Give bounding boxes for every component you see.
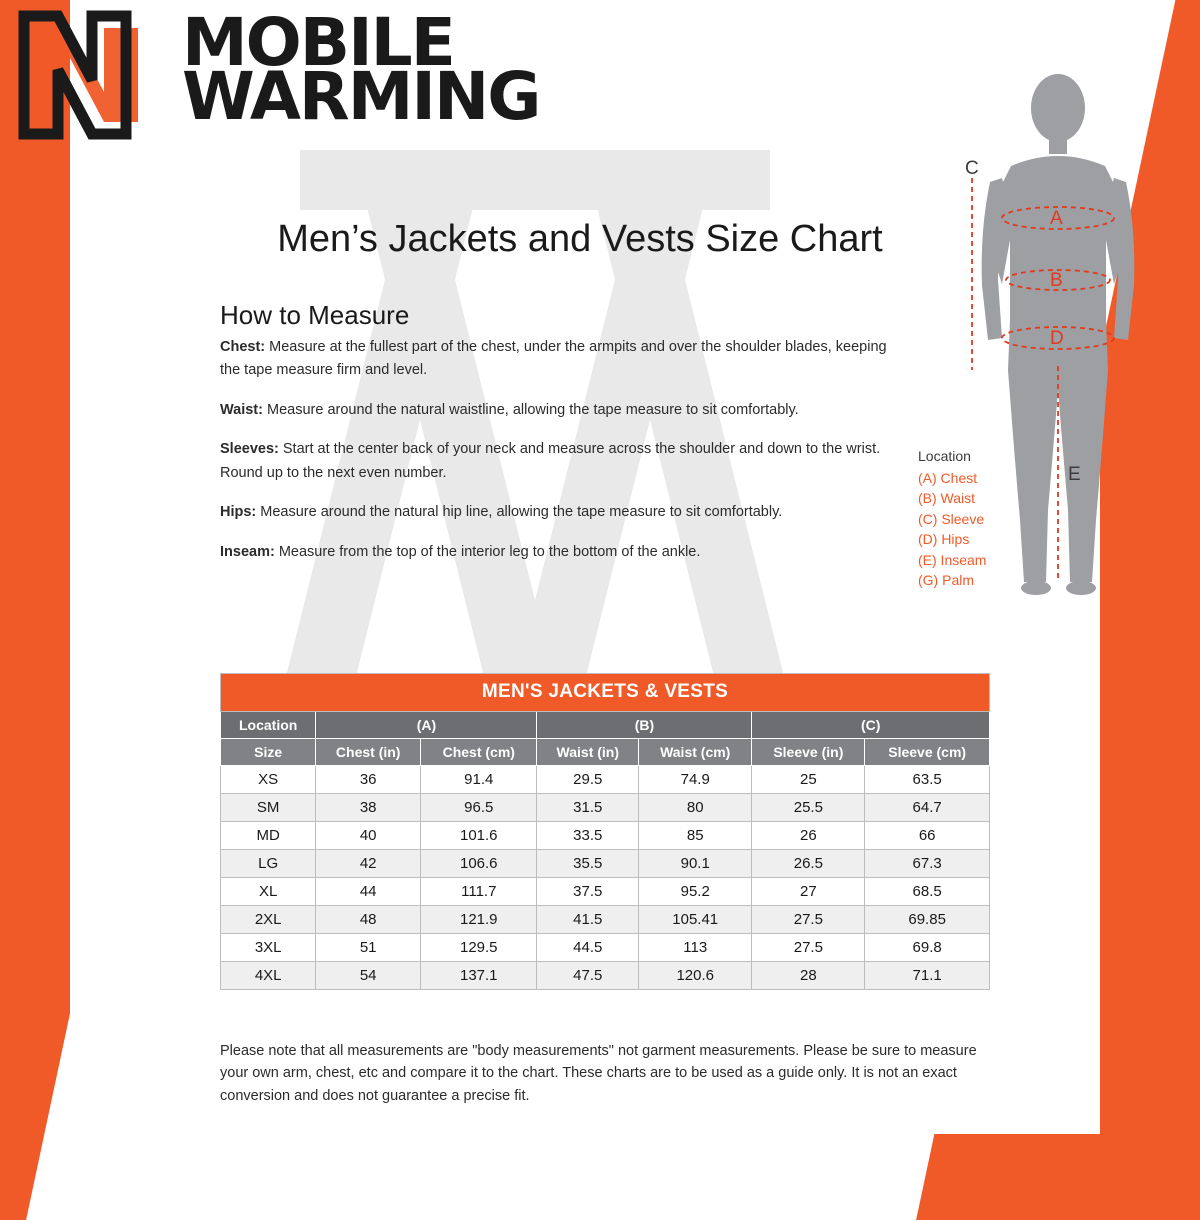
cell-size: 4XL: [221, 962, 316, 990]
instruction-inseam-label: Inseam:: [220, 543, 275, 560]
cell-size: XS: [221, 766, 316, 794]
cell-sleeve-in: 26: [752, 822, 865, 850]
cell-sleeve-cm: 66: [865, 822, 990, 850]
cell-chest-cm: 91.4: [421, 766, 537, 794]
instruction-waist-text: Measure around the natural waistline, allowing the tape measure to sit comfortably.: [262, 401, 799, 418]
legend-item-hips: (D) Hips: [918, 531, 970, 548]
marker-C: C: [965, 158, 979, 179]
cell-waist-cm: 95.2: [639, 878, 752, 906]
column-header-waist-in: Waist (in): [537, 739, 639, 766]
cell-chest-in: 44: [316, 878, 421, 906]
legend-item-chest: (A) Chest: [918, 469, 978, 486]
table-row: [221, 962, 990, 990]
measure-instructions: [220, 336, 910, 580]
instruction-inseam: [220, 541, 910, 564]
mobile-warming-lightning-mark: [18, 10, 168, 140]
cell-sleeve-in: 25.5: [752, 794, 865, 822]
brand-wordmark-line2: WARMING: [182, 58, 540, 136]
instruction-waist-label: Waist:: [220, 401, 263, 418]
cell-sleeve-cm: 64.7: [865, 794, 990, 822]
cell-chest-in: 38: [316, 794, 421, 822]
table-column-header-row: [221, 739, 990, 766]
cell-chest-cm: 96.5: [421, 794, 537, 822]
brand-logo: [18, 4, 540, 140]
column-header-chest-in: Chest (in): [316, 739, 421, 766]
cell-size: MD: [221, 822, 316, 850]
cell-chest-cm: 137.1: [421, 962, 537, 990]
cell-size: SM: [221, 794, 316, 822]
table-row: [221, 766, 990, 794]
cell-waist-in: 37.5: [537, 878, 639, 906]
table-row: [221, 794, 990, 822]
cell-waist-cm: 90.1: [639, 850, 752, 878]
cell-waist-in: 47.5: [537, 962, 639, 990]
cell-sleeve-in: 28: [752, 962, 865, 990]
instruction-inseam-text: Measure from the top of the interior leg to the bottom of the ankle.: [274, 543, 701, 560]
legend-item-palm: (G) Palm: [918, 572, 974, 589]
cell-waist-cm: 105.41: [639, 906, 752, 934]
cell-sleeve-cm: 69.85: [865, 906, 990, 934]
page-title: Men’s Jackets and Vests Size Chart: [277, 218, 883, 260]
column-header-chest-cm: Chest (cm): [421, 739, 537, 766]
brand-wordmark-line1: MOBILE: [182, 4, 454, 81]
cell-chest-cm: 101.6: [421, 822, 537, 850]
group-header-c: (C): [752, 712, 990, 739]
table-row: [221, 822, 990, 850]
cell-chest-in: 42: [316, 850, 421, 878]
column-header-size: Size: [221, 739, 316, 766]
cell-sleeve-cm: 63.5: [865, 766, 990, 794]
cell-chest-in: 54: [316, 962, 421, 990]
table-title-row: [221, 674, 990, 712]
column-header-waist-cm: Waist (cm): [639, 739, 752, 766]
cell-sleeve-in: 27: [752, 878, 865, 906]
size-chart-table-wrapper: [220, 673, 990, 990]
cell-sleeve-in: 27.5: [752, 934, 865, 962]
instruction-hips: [220, 501, 910, 524]
cell-sleeve-cm: 68.5: [865, 878, 990, 906]
group-header-b: (B): [537, 712, 752, 739]
cell-sleeve-cm: 67.3: [865, 850, 990, 878]
how-to-measure-heading: How to Measure: [220, 300, 410, 330]
cell-waist-cm: 80: [639, 794, 752, 822]
marker-A: A: [1050, 208, 1063, 229]
cell-chest-in: 36: [316, 766, 421, 794]
instruction-sleeves: [220, 438, 910, 485]
cell-chest-cm: 129.5: [421, 934, 537, 962]
cell-sleeve-cm: 69.8: [865, 934, 990, 962]
cell-waist-in: 29.5: [537, 766, 639, 794]
cell-waist-in: 33.5: [537, 822, 639, 850]
cell-waist-cm: 113: [639, 934, 752, 962]
cell-waist-in: 31.5: [537, 794, 639, 822]
cell-chest-cm: 106.6: [421, 850, 537, 878]
table-group-header-row: [221, 712, 990, 739]
footnote: Please note that all measurements are "body measurements" not garment measurements. Please be sure to measure your own arm, chest, etc and compare it to the chart. These charts are to be used as a guide only. It is not an exact conversion and does not guarantee a precise fit.: [220, 1043, 977, 1104]
instruction-hips-label: Hips:: [220, 504, 257, 521]
table-row: [221, 878, 990, 906]
cell-size: 2XL: [221, 906, 316, 934]
cell-waist-in: 41.5: [537, 906, 639, 934]
cell-chest-in: 48: [316, 906, 421, 934]
legend-item-inseam: (E) Inseam: [918, 551, 987, 568]
cell-sleeve-in: 26.5: [752, 850, 865, 878]
marker-D: D: [1050, 328, 1064, 349]
cell-waist-in: 35.5: [537, 850, 639, 878]
marker-B: B: [1050, 270, 1063, 291]
instruction-chest-label: Chest:: [220, 339, 266, 355]
cell-size: XL: [221, 878, 316, 906]
brand-wordmark: [182, 4, 540, 136]
marker-E: E: [1068, 464, 1081, 485]
instruction-sleeves-label: Sleeves:: [220, 441, 279, 458]
group-header-location: Location: [221, 712, 316, 739]
legend-title: Location: [918, 448, 971, 464]
table-row: [221, 934, 990, 962]
size-chart-table: [220, 673, 990, 990]
cell-chest-cm: 121.9: [421, 906, 537, 934]
column-header-sleeve-cm: Sleeve (cm): [865, 739, 990, 766]
cell-sleeve-in: 25: [752, 766, 865, 794]
legend-item-sleeve: (C) Sleeve: [918, 510, 985, 527]
instruction-chest-text: Measure at the fullest part of the chest, under the armpits and over the shoulder blades, keeping the tape measure firm and level.: [220, 339, 887, 379]
cell-sleeve-cm: 71.1: [865, 962, 990, 990]
instruction-waist: [220, 399, 910, 422]
instruction-hips-text: Measure around the natural hip line, allowing the tape measure to sit comfortably.: [256, 504, 783, 521]
legend-item-waist: (B) Waist: [918, 490, 976, 507]
cell-size: LG: [221, 850, 316, 878]
instruction-chest: [220, 336, 910, 383]
cell-sleeve-in: 27.5: [752, 906, 865, 934]
cell-waist-cm: 85: [639, 822, 752, 850]
cell-size: 3XL: [221, 934, 316, 962]
cell-waist-cm: 120.6: [639, 962, 752, 990]
group-header-a: (A): [316, 712, 537, 739]
table-row: [221, 850, 990, 878]
diagram-legend: [918, 446, 986, 591]
cell-chest-in: 40: [316, 822, 421, 850]
table-title: MEN'S JACKETS & VESTS: [221, 674, 990, 712]
column-header-sleeve-in: Sleeve (in): [752, 739, 865, 766]
cell-waist-in: 44.5: [537, 934, 639, 962]
cell-waist-cm: 74.9: [639, 766, 752, 794]
instruction-sleeves-text: Start at the center back of your neck and measure across the shoulder and down to the wrist. Round up to the next even number.: [220, 441, 881, 481]
table-row: [221, 906, 990, 934]
cell-chest-in: 51: [316, 934, 421, 962]
cell-chest-cm: 111.7: [421, 878, 537, 906]
